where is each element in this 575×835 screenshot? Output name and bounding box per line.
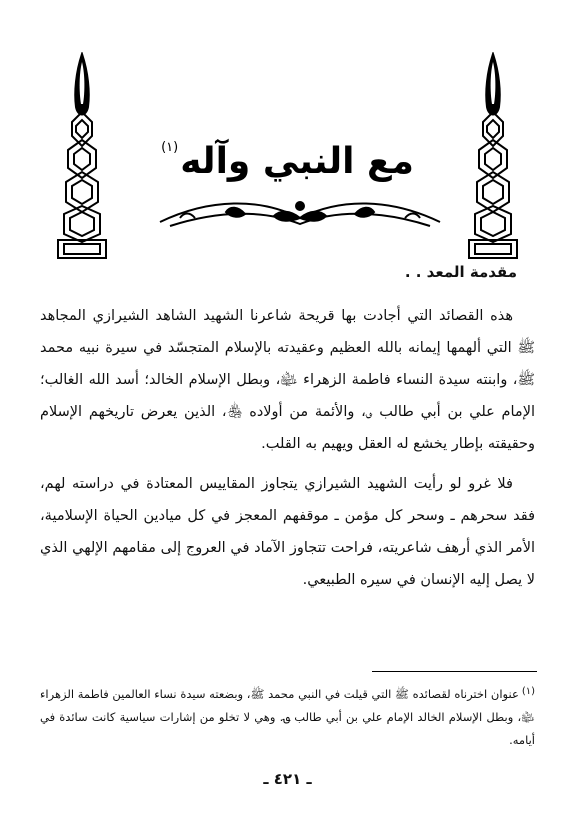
chapter-title — [161, 141, 414, 182]
body-paragraph-2: فلا غرو لو رأيت الشهيد الشيرازي يتجاوز المقاييس المعتادة في دراسته لهم، فقد سحرهم ـ وسحر كل مؤمن ـ موقفهم المعجز في كل ميادين الحياة الإسلامية، الأمر الذي أرهف شاعريته، فراحت تتجاوز الآماد في العروج إلى مقامهم الإلهي الذي لا يصل إليه الإنسان في سيره الطبيعي. — [40, 476, 535, 588]
body-paragraph-1: هذه القصائد التي أجادت بها قريحة شاعرنا الشهيد الشاهد الشيرازي المجاهد ﷺ التي ألهمها إيمانه بالله العظيم وعقيدته بالإسلام المتجسّد في سيرة نبيه محمد ﷺ، وابنته سيدة النساء فاطمة الزهراء ﵍، وبطل الإسلام الخالد؛ أسد الله الغالب؛ الإمام علي بن أبي طالب ؈، والأئمة من أولاده ﵃، الذين يعرض تاريخهم الإسلام وحقيقته بإطار يخشع له العقل ويهيم به القلب. — [40, 308, 535, 452]
footnote — [40, 680, 535, 752]
page-number: ـ ٤٢١ ـ — [263, 770, 312, 788]
chapter-title-text: مع النبي وآله — [180, 141, 414, 182]
footnote-mark: (١) — [521, 686, 535, 697]
title-footnote-mark: (١) — [161, 140, 179, 155]
right-ornament-pillar — [463, 52, 523, 262]
body-text — [40, 300, 535, 596]
left-ornament-pillar — [52, 52, 112, 262]
section-subheading: مقدمة المعد . . — [404, 263, 517, 281]
chapter-title-block — [150, 118, 425, 182]
ornamental-divider — [150, 188, 450, 238]
footnote-separator — [372, 671, 537, 672]
footnote-text: عنوان اخترناه لقصائده ﷺ التي قيلت في النبي محمد ﷺ، وبضعته سيدة نساء العالمين فاطمة الزهراء ﵍، وبطل الإسلام الخالد الإمام علي بن أبي طالب ؈. وهي لا تخلو من إشارات سياسية كانت سائدة في أيامه. — [40, 687, 535, 747]
